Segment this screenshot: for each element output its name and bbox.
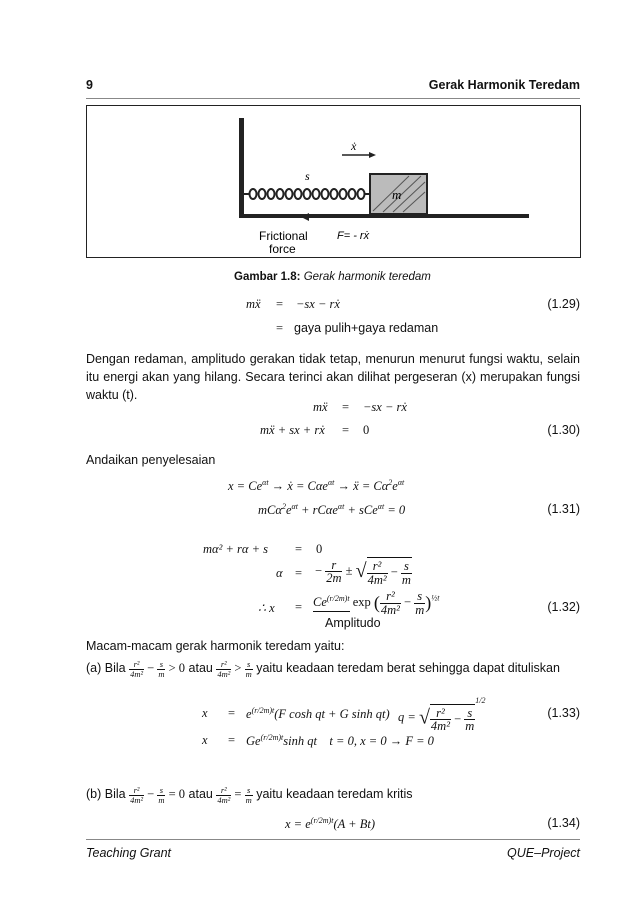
caption-label: Gambar 1.8: bbox=[234, 271, 301, 283]
eq129-eq2: = bbox=[276, 321, 284, 335]
eq132-l3-eq: = bbox=[295, 600, 303, 614]
amplitude-label: Amplitudo bbox=[325, 616, 381, 630]
friction-formula: F= - rẋ bbox=[337, 230, 370, 242]
eq133-l2-eq: = bbox=[228, 733, 236, 747]
eq132-l2-rhs: − $\frac{r}{2m}$ ± √ $\frac{\text{r²}}{\text{4m²}}$ − $\frac{s}{m}$ bbox=[315, 557, 411, 587]
eq132-l2-eq: = bbox=[295, 566, 303, 580]
damped-oscillator-diagram bbox=[87, 106, 580, 257]
spring-label: s bbox=[305, 169, 310, 183]
wall bbox=[239, 118, 244, 218]
eq132-l1-eq: = bbox=[295, 542, 303, 556]
eq129-rhs: −sx − rẋ bbox=[296, 297, 340, 311]
eq129-rhs2: gaya pulih+gaya redaman bbox=[294, 321, 439, 335]
eq131-number: (1.31) bbox=[547, 502, 580, 516]
eq132-number: (1.32) bbox=[547, 600, 580, 614]
spring-coil bbox=[244, 189, 370, 199]
figure-caption bbox=[234, 268, 431, 286]
eq131-line2: $mC\alpha^2e^{\alpha t} + rC\alpha e^{\alpha t} + sCe^{\alpha t} = 0$ bbox=[258, 502, 406, 518]
eq131-line1: $x = Ce^{\alpha t}$ → ẋ = Cαe$^{\alpha t}$ → ẍ = $C\alpha^2e^{\alpha t}$ bbox=[228, 478, 405, 494]
running-title: Gerak Harmonik Teredam bbox=[428, 78, 580, 92]
eq134-number: (1.34) bbox=[547, 816, 580, 830]
mass-label: m bbox=[392, 187, 402, 202]
eq133-l1-rhs: $e^{(r/2m)t}(F$ cosh qt + G sinh qt) bbox=[246, 706, 390, 722]
caption-text: Gerak harmonik teredam bbox=[303, 271, 431, 283]
eq133-l1-eq: = bbox=[228, 706, 236, 720]
eq132-l1-lhs: mα² + rα + s bbox=[203, 542, 268, 556]
friction-title2: force bbox=[269, 242, 296, 256]
velocity-label: ẋ bbox=[351, 139, 357, 153]
eq130-l2-rhs: 0 bbox=[363, 423, 370, 437]
eq129-eq: = bbox=[276, 297, 284, 311]
eq129-lhs: mẍ bbox=[246, 297, 261, 311]
case-a: (a) Bila $\frac{\text{r²}}{\text{4m²}}$ − $\frac{s}{m}$ > 0 atau $\frac{\text{r²}}{\text{4m²}}$ > $\frac{s}{m}$ yaitu keadaan teredam berat sehingga dapat dituliskan bbox=[86, 659, 560, 679]
eq130-l1-rhs: −sx − rẋ bbox=[363, 400, 407, 414]
page-number: 9 bbox=[86, 78, 93, 92]
paragraph-damping: Dengan redaman, amplitudo gerakan tidak tetap, menurun menurut fungsi waktu, selain itu energi akan yang hilang. Secara terinci akan dilihat pergeseran (x) merupakan fungsi waktu (t). bbox=[86, 352, 580, 402]
eq130-l1-eq: = bbox=[342, 400, 350, 414]
eq130-l2-eq: = bbox=[342, 423, 350, 437]
eq129-number: (1.29) bbox=[547, 297, 580, 311]
eq132-l3-lhs: ∴ x bbox=[258, 601, 275, 615]
eq132-l3-rhs: $Ce^{(r/2m)t}$ exp ( $\frac{\text{r²}}{\text{4m²}}$ − $\frac{s}{m}$ )$^{\frac{1}{2}t}$ bbox=[313, 589, 440, 617]
eq130-l2-lhs: mẍ + sx + rẋ bbox=[260, 423, 325, 437]
paragraph-assume: Andaikan penyelesaian bbox=[86, 453, 216, 467]
case-b: (b) Bila $\frac{\text{r²}}{\text{4m²}}$ − $\frac{s}{m}$ = 0 atau $\frac{\text{r²}}{\text{4m²}}$ = $\frac{s}{m}$ yaitu keadaan teredam kritis bbox=[86, 785, 413, 805]
eq130-number: (1.30) bbox=[547, 423, 580, 437]
footer-left: Teaching Grant bbox=[86, 846, 172, 860]
eq133-l2-rhs: $Ge^{(r/2m)t}\sinh$ qt t = 0, x = 0 → F = 0 bbox=[246, 733, 434, 749]
eq133-number: (1.33) bbox=[547, 706, 580, 720]
eq132-l1-rhs: 0 bbox=[316, 542, 323, 556]
figure-frame bbox=[86, 105, 581, 258]
paragraph-types: Macam-macam gerak harmonik teredam yaitu: bbox=[86, 639, 345, 653]
eq133-l1-lhs: x bbox=[202, 706, 208, 720]
friction-title: Frictional bbox=[259, 229, 308, 243]
eq133-q: q = √ $\frac{\text{r²}}{\text{4m²}}$ − $\frac{s}{m}$ $^{1/2}$ bbox=[398, 696, 486, 734]
header-rule bbox=[86, 98, 580, 99]
eq132-l2-lhs: α bbox=[276, 566, 283, 580]
eq130-l1-lhs: mẍ bbox=[313, 400, 328, 414]
eq134: $x = e^{(r/2m)t}(A + Bt)$ bbox=[285, 816, 375, 832]
footer-rule bbox=[86, 839, 580, 840]
footer-right: QUE–Project bbox=[507, 846, 580, 860]
eq133-l2-lhs: x bbox=[202, 733, 208, 747]
